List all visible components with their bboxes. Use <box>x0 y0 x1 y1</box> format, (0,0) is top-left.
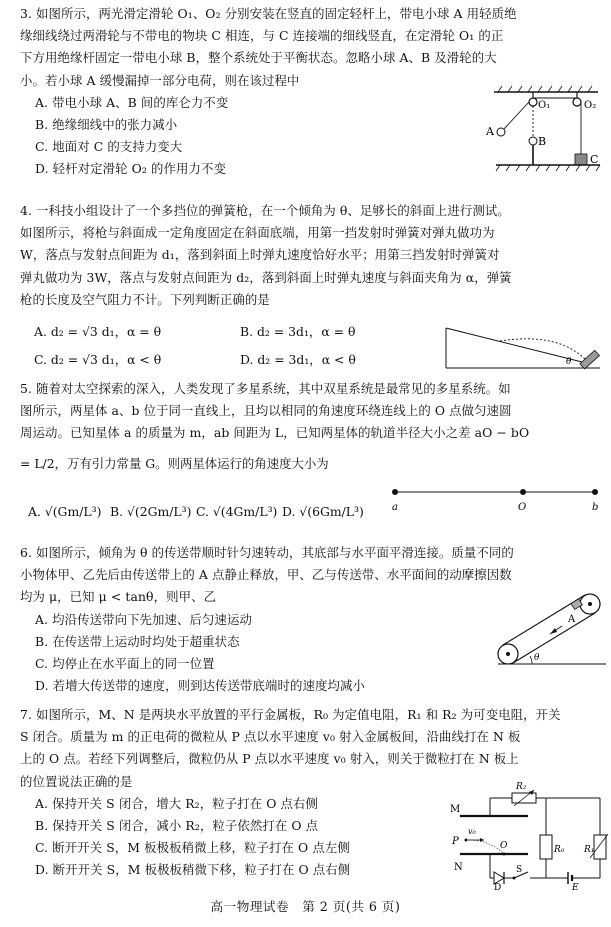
label-d: D <box>494 883 502 893</box>
q3-option-b: B. 绝缘细线中的张力减小 <box>35 117 178 133</box>
label-v0: v₀ <box>468 827 476 836</box>
q5-line: 5. 随着对太空探索的深入，人类发现了多星系统，其中双星系统是最常见的多星系统。如 <box>20 381 511 396</box>
q5-option-c: C. √(4Gm/L³) <box>196 504 278 519</box>
conveyor-figure <box>494 586 608 672</box>
question-6 <box>20 542 514 697</box>
q4-option-d: D. d₂ = 3d₁，α < θ <box>240 352 356 367</box>
label-a: A <box>568 614 576 625</box>
q7-option-d: D. 断开开关 S，M 板极板稍微下移，粒子打在 O 点右侧 <box>35 862 351 878</box>
incline-figure <box>440 326 608 374</box>
q7-option-a: A. 保持开关 S 闭合，增大 R₂，粒子打在 O 点右侧 <box>35 795 319 811</box>
label-o: O <box>518 502 527 513</box>
q5-line: 图所示，两星体 a、b 位于同一直线上，且均以相同的角速度环绕连线上的 O 点做匀速圆 <box>20 403 512 419</box>
pulley-figure <box>476 84 608 180</box>
q3-line: 缘细线绕过两滑轮与不带电的物块 C 相连，与 C 连接端的细线竖直，在定滑轮 O₁ 的正 <box>20 28 504 44</box>
label-o: O <box>500 841 508 851</box>
label-e: E <box>572 883 579 893</box>
question-5 <box>20 378 529 445</box>
label-b: b <box>592 502 599 513</box>
q7-option-c: C. 断开开关 S，M 板极板稍微上移，粒子打在 O 点左侧 <box>35 840 350 856</box>
label-s: S <box>516 865 523 875</box>
q3-line: 小。若小球 A 缓慢漏掉一部分电荷，则在该过程中 <box>20 72 300 88</box>
q4-line: 如图所示，将枪与斜面成一定角度固定在斜面底端，用第一挡发射时弹簧对弹丸做功为 <box>20 225 495 241</box>
question-4 <box>20 200 512 311</box>
q3-line: 3. 如图所示，两光滑定滑轮 O₁、O₂ 分别安装在竖直的固定轻杆上，带电小球 A 用轻质绝 <box>20 6 517 21</box>
q5-option-a: A. √(Gm/L³) <box>28 504 102 519</box>
q7-line: 的位置说法正确的是 <box>20 773 133 789</box>
page-footer: 高一物理试卷 第 2 页(共 6 页) <box>210 899 401 914</box>
q7-option-b: B. 保持开关 S 闭合，减小 R₂，粒子依然打在 O 点 <box>35 818 319 834</box>
label-n: N <box>454 862 463 873</box>
q3-option-c: C. 地面对 C 的支持力变大 <box>35 139 183 155</box>
label-m: M <box>450 804 461 815</box>
label-p: P <box>452 836 459 847</box>
q4-line: 4. 一科技小组设计了一个多挡位的弹簧枪，在一个倾角为 θ、足够长的斜面上进行测试。 <box>20 203 510 218</box>
q5-option-b: B. √(2Gm/L³) <box>110 504 192 519</box>
q4-option-a: A. d₂ = √3 d₁，α = θ <box>34 324 162 339</box>
q4-line: 枪的长度及空气阻力不计。下列判断正确的是 <box>20 291 270 307</box>
circuit-figure <box>450 782 608 893</box>
label-r0: R₀ <box>554 845 565 855</box>
q6-line: 均为 μ，已知 μ < tanθ，则甲、乙 <box>20 589 217 605</box>
q3-line: 下方用绝缘杆固定一带电小球 B，整个系统处于平衡状态。忽略小球 A、B 及滑轮的大 <box>20 50 497 66</box>
q4-line: W，落点与发射点间距为 d₁，落到斜面上时弹丸速度恰好水平；用第三挡发射时弹簧对 <box>20 247 500 263</box>
q6-line: 6. 如图所示，倾角为 θ 的传送带顺时针匀速转动，其底部与水平面平滑连接。质量不同的 <box>20 545 514 560</box>
q3-option-d: D. 轻杆对定滑轮 O₂ 的作用力不变 <box>35 161 226 177</box>
q6-line: 小物体甲、乙先后由传送带上的 A 点静止释放，甲、乙与传送带、水平面间的动摩擦因数 <box>20 567 512 583</box>
label-theta: θ <box>534 653 540 663</box>
q6-option-a: A. 均沿传送带向下先加速、后匀速运动 <box>35 611 252 627</box>
q5-option-d: D. √(6Gm/L³) <box>282 504 364 519</box>
label-c: C <box>590 153 599 166</box>
q4-line: 弹丸做功为 3W，落点与发射点间距为 d₂，落到斜面上时弹丸速度与斜面夹角为 α，弹簧 <box>20 269 512 285</box>
q6-option-d: D. 若增大传送带的速度，则到达传送带底端时的速度均减小 <box>35 678 365 694</box>
q4-option-c: C. d₂ = √3 d₁，α < θ <box>34 352 162 367</box>
q4-option-b: B. d₂ = 3d₁，α = θ <box>240 324 356 339</box>
q3-option-a: A. 带电小球 A、B 间的库仑力不变 <box>35 94 229 110</box>
q6-option-b: B. 在传送带上运动时均处于超重状态 <box>35 633 240 649</box>
label-theta: θ <box>566 357 572 367</box>
label-a: A <box>486 125 494 138</box>
binary-star-figure <box>385 482 605 514</box>
q7-line: 7. 如图所示，M、N 是两块水平放置的平行金属板，R₀ 为定值电阻，R₁ 和 R₂ 为可变电阻，开关 <box>20 707 561 722</box>
label-a: a <box>392 502 398 513</box>
label-r1: R₁ <box>584 845 595 855</box>
question-3 <box>20 3 517 181</box>
q5-line: 周运动。已知星体 a 的质量为 m，ab 间距为 L，已知两星体的轨道半径大小之差 aO − bO <box>20 425 530 441</box>
q7-line: S 闭合。质量为 m 的正电荷的微粒从 P 点以水平速度 v₀ 射入金属板间，沿曲线打在 N 板 <box>20 729 521 745</box>
label-r2: R₂ <box>516 782 527 792</box>
q7-line: 上的 O 点。若经下列调整后，微粒仍从 P 点以水平速度 v₀ 射入，则关于微粒打在 N 板上 <box>20 751 519 767</box>
q5-line-4: = L/2，万有引力常量 G。则两星体运行的角速度大小为 <box>20 456 329 471</box>
label-o1: O₁ <box>538 100 551 111</box>
label-b: B <box>538 135 547 148</box>
q6-option-c: C. 均停止在水平面上的同一位置 <box>35 656 215 672</box>
label-o2: O₂ <box>584 100 597 111</box>
